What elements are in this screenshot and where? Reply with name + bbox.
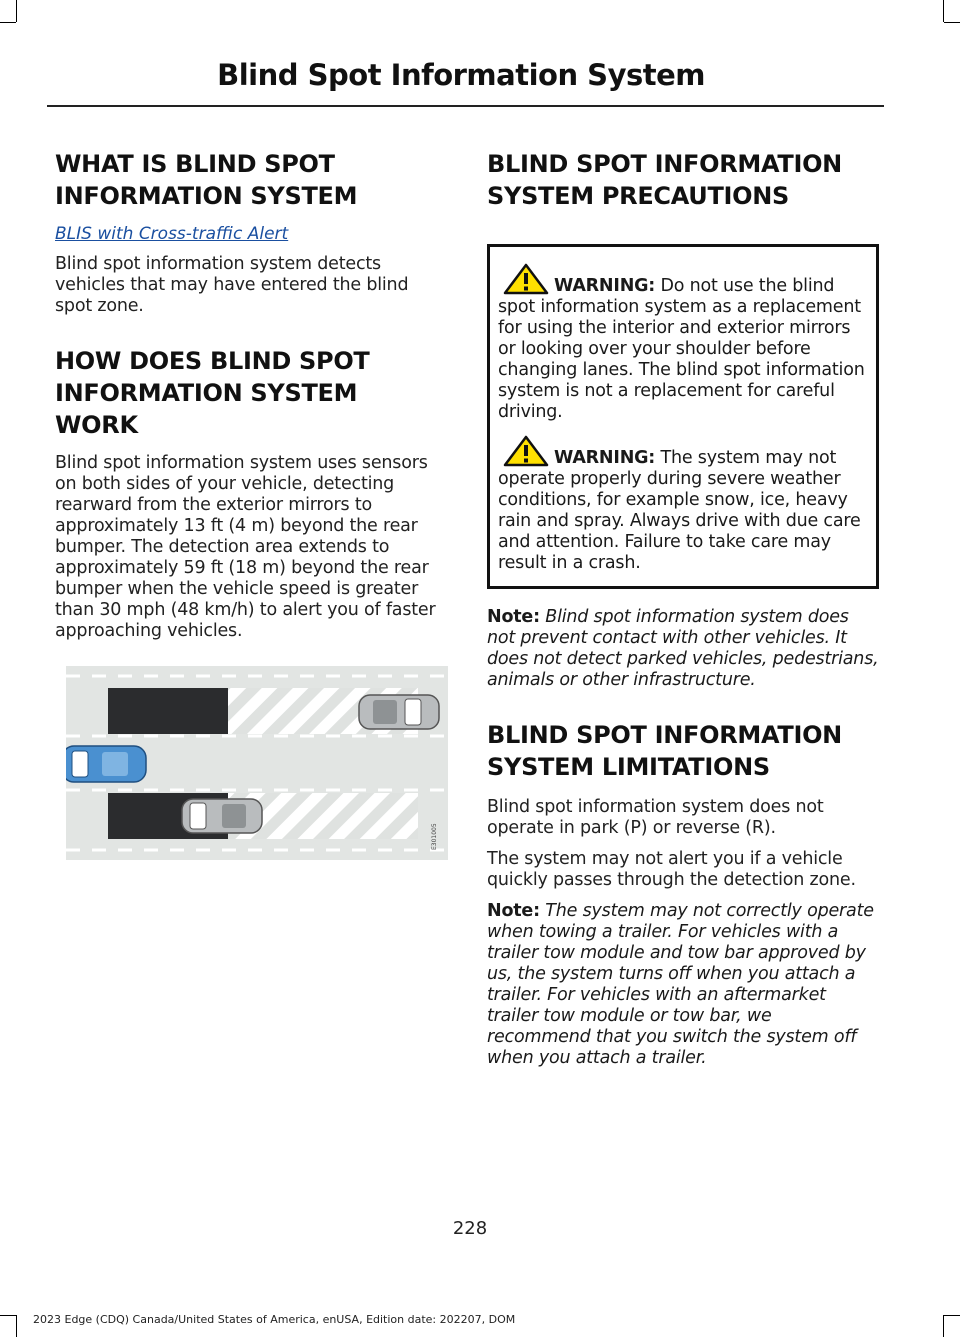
crop-mark xyxy=(943,0,944,22)
left-column xyxy=(55,148,447,642)
own-car xyxy=(66,746,146,782)
blis-link[interactable]: BLIS with Cross-traffic Alert xyxy=(55,224,289,244)
crop-mark xyxy=(0,1315,16,1316)
warning-2: WARNING: The system may not operate properly during severe weather conditions, for example snow, ice, heavy rain and spray. Always drive with due care and attention. Failure to take care may result in a crash. xyxy=(498,435,868,574)
other-car-upper xyxy=(359,695,439,729)
crop-mark xyxy=(944,1315,960,1316)
warning-triangle-icon xyxy=(502,263,550,295)
warning-box xyxy=(487,244,879,589)
section-heading-what-is: WHAT IS BLIND SPOT INFORMATION SYSTEM xyxy=(55,150,358,210)
crop-mark xyxy=(943,1315,944,1337)
crop-mark xyxy=(16,1315,17,1337)
section-heading-how-works: HOW DOES BLIND SPOT INFORMATION SYSTEM WORK xyxy=(55,347,370,439)
note-precautions: Note: Blind spot information system does not prevent contact with other vehicles. It does not detect parked vehicles, pedestrians, animals or other infrastructure. xyxy=(487,607,879,690)
section-heading-limitations: BLIND SPOT INFORMATION SYSTEM LIMITATIONS xyxy=(487,721,842,781)
other-car-lower xyxy=(182,799,262,833)
note-limitations: Note: The system may not correctly operate when towing a trailer. For vehicles with a trailer tow module and tow bar approved by us, the system turns off when you attach a trailer. For vehicles with an aftermarket trailer tow module or tow bar, we recommend that you switch the system off when you attach a trailer. xyxy=(487,901,874,1068)
near-zone-upper xyxy=(108,688,228,734)
footer-edition: 2023 Edge (CDQ) Canada/United States of America, enUSA, Edition date: 202207, DOM xyxy=(33,1313,516,1326)
limitations-body-1: Blind spot information system does not operate in park (P) or reverse (R). xyxy=(487,797,824,838)
crop-mark xyxy=(16,0,17,22)
page-title: Blind Spot Information System xyxy=(217,58,705,92)
section-heading-precautions: BLIND SPOT INFORMATION SYSTEM PRECAUTIONS xyxy=(487,150,842,210)
what-is-body: Blind spot information system detects vehicles that may have entered the blind spot zone. xyxy=(55,254,409,316)
warning-1: WARNING: Do not use the blind spot information system as a replacement for using the interior and exterior mirrors or looking over your shoulder before changing lanes. The blind spot information system is not a replacement for careful driving. xyxy=(498,263,868,423)
header-divider xyxy=(47,105,884,107)
blind-spot-diagram xyxy=(66,666,448,860)
right-column xyxy=(487,148,879,1069)
figure-code: E301005 xyxy=(431,823,438,850)
warning-triangle-icon xyxy=(502,435,550,467)
crop-mark xyxy=(0,22,16,23)
crop-mark xyxy=(944,22,960,23)
limitations-body-2: The system may not alert you if a vehicle quickly passes through the detection zone. xyxy=(487,849,856,890)
page-number: 228 xyxy=(452,1218,488,1239)
how-works-body: Blind spot information system uses sensors on both sides of your vehicle, detecting rearward from the exterior mirrors to approximately 13 ft (4 m) beyond the rear bumper. The detection area extends to approximately 59 ft (18 m) beyond the rear bumper when the vehicle speed is greater than 30 mph (48 km/h) to alert you of faster approaching vehicles. xyxy=(55,453,436,641)
